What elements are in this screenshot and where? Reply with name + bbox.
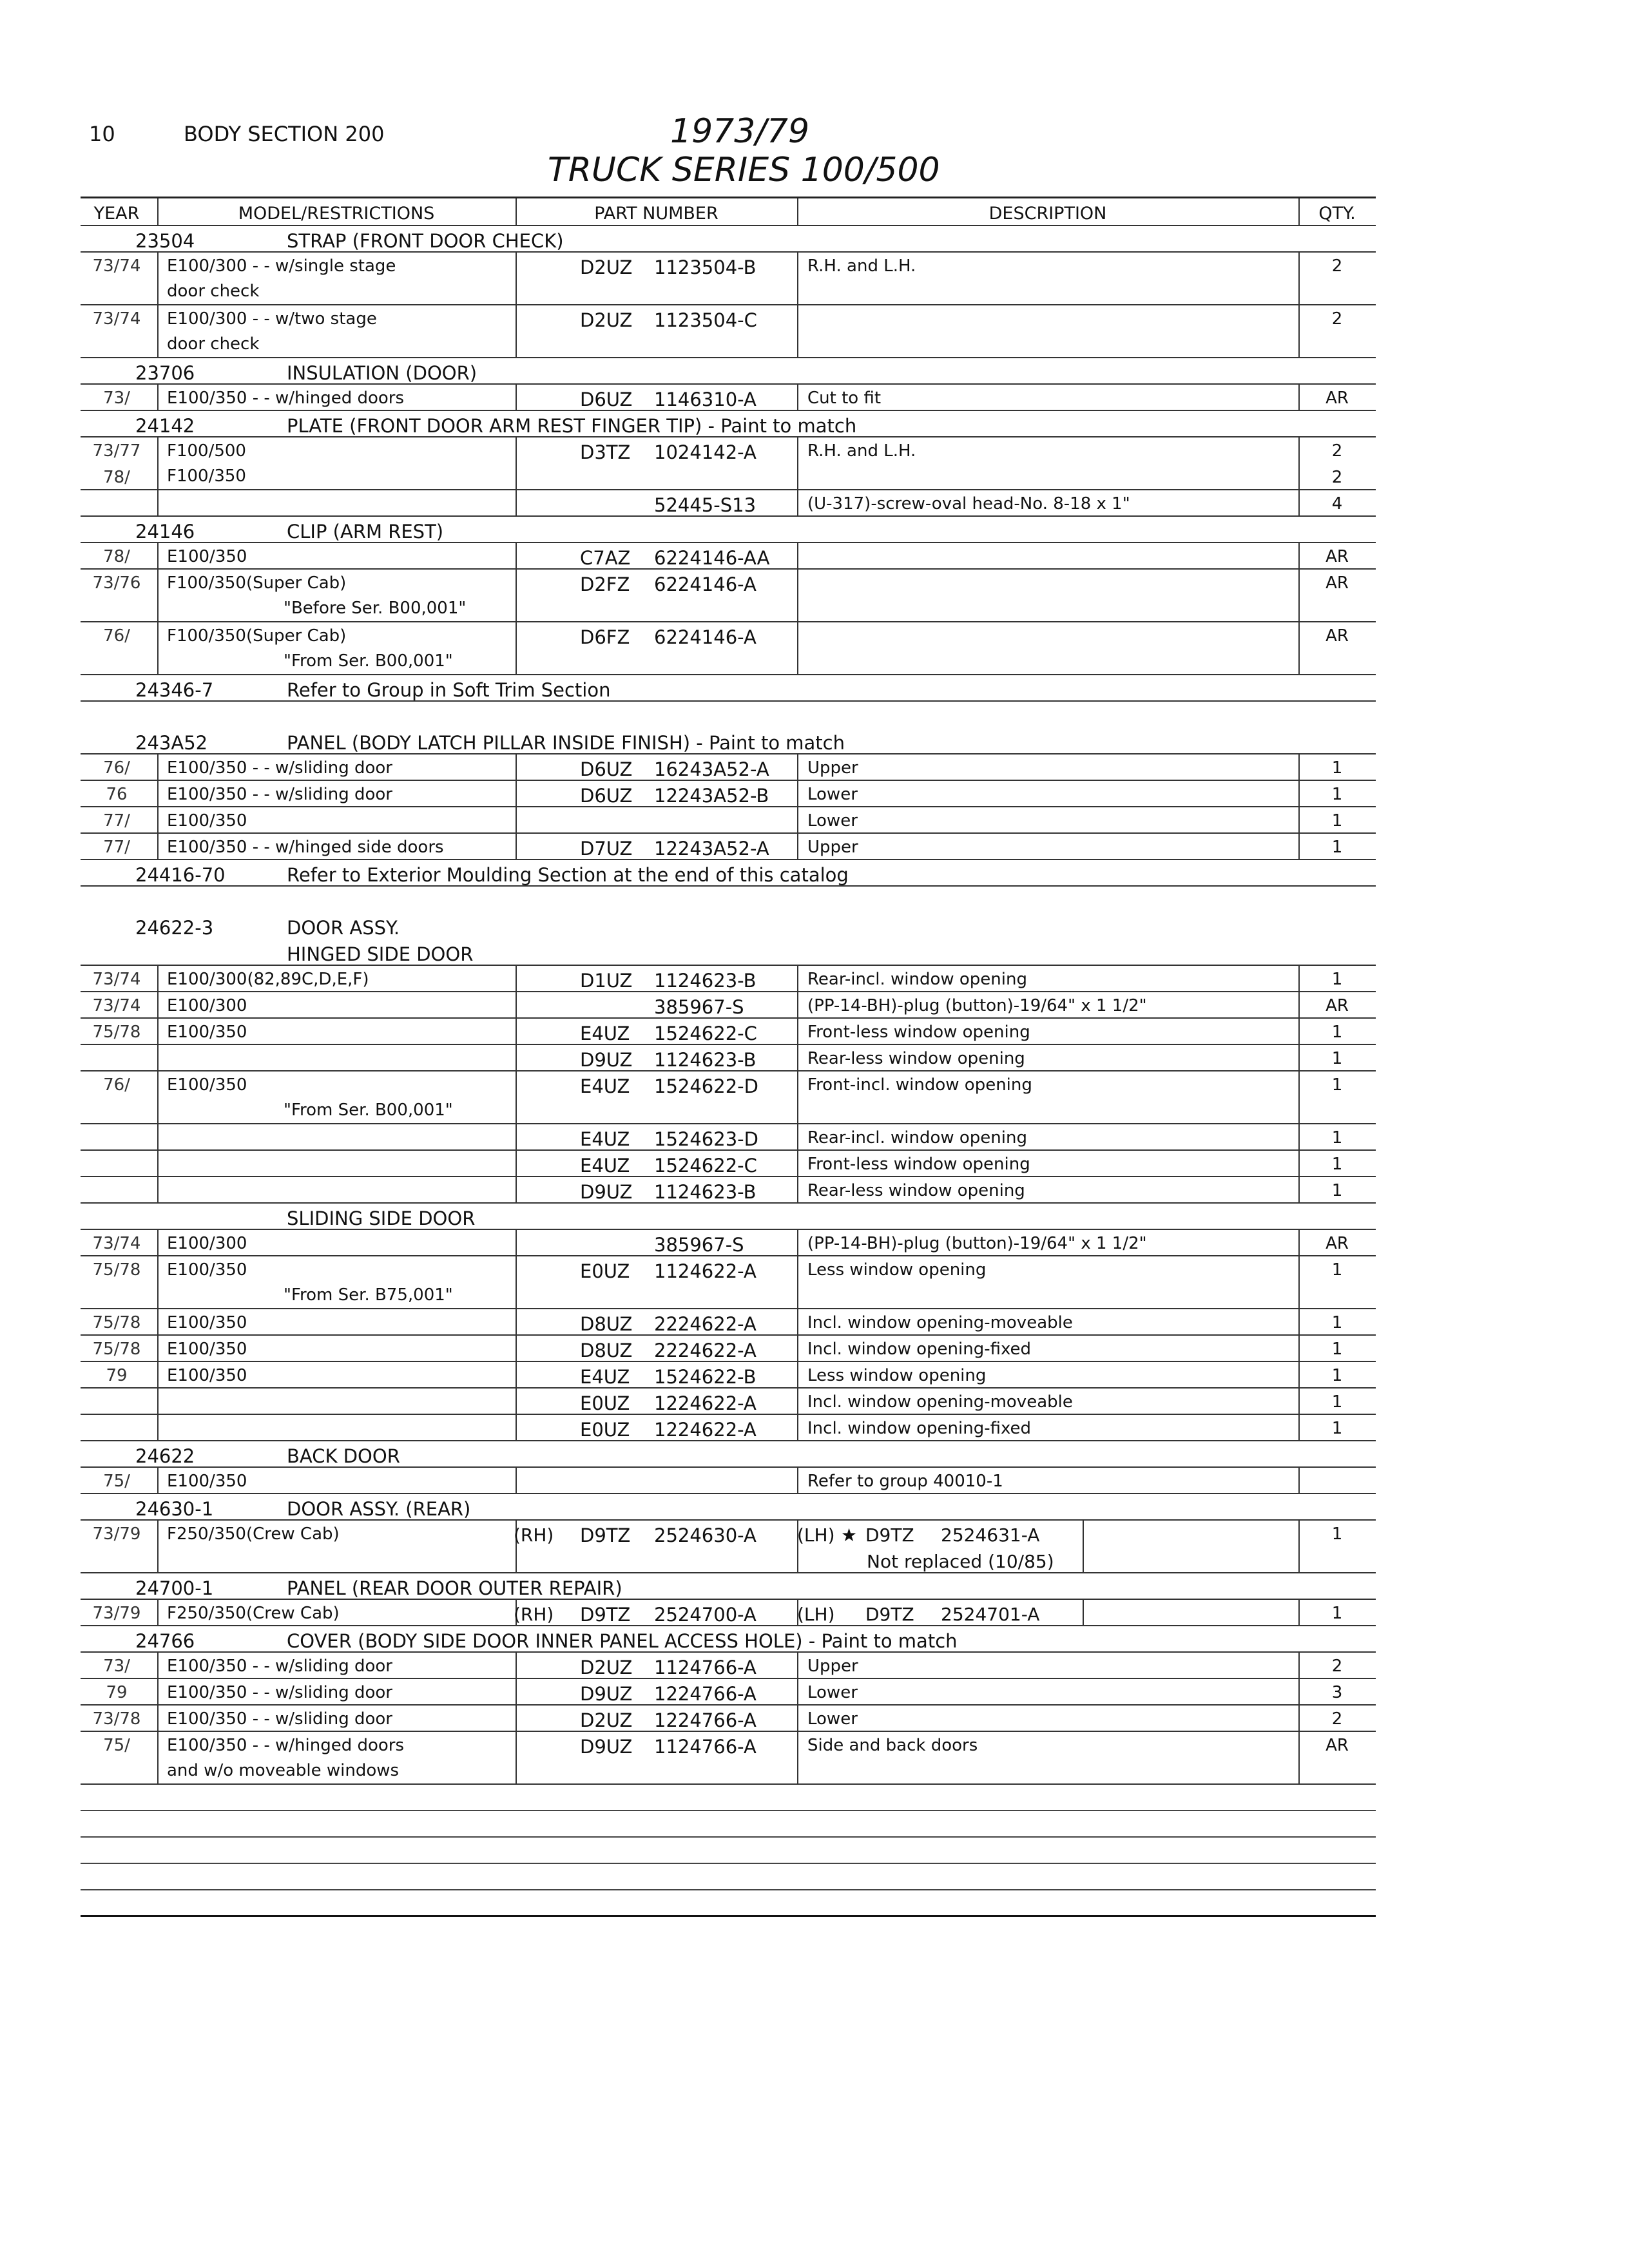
row-model: F100/500: [167, 441, 246, 461]
group-header: [81, 411, 1376, 437]
title-series: TRUCK SERIES 100/500: [548, 151, 940, 189]
row-model: E100/350 - - w/sliding door: [167, 785, 392, 804]
part-number: 6224146-A: [654, 573, 757, 595]
row-qty: 1: [1331, 811, 1343, 831]
part-prefix: D2FZ: [580, 573, 630, 595]
group-header: [81, 675, 1376, 702]
row-model: E100/350: [167, 1366, 247, 1385]
row-model: E100/300(82,89C,D,E,F): [167, 970, 369, 989]
row-description: Rear-less window opening: [807, 1049, 1025, 1068]
row-qty: 1: [1331, 1023, 1343, 1042]
row-description: (U-317)-screw-oval head-No. 8-18 x 1": [807, 494, 1130, 514]
row-serial-restriction: "Before Ser. B00,001": [284, 599, 467, 618]
row-qty: 1: [1331, 1524, 1343, 1544]
row-model-2: and w/o moveable windows: [167, 1761, 400, 1780]
part-prefix: D8UZ: [580, 1340, 633, 1361]
part-number: 1146310-A: [654, 389, 757, 410]
group-title: BACK DOOR: [287, 1445, 400, 1467]
group-code: 23706: [135, 362, 195, 384]
row-model: E100/300: [167, 1234, 247, 1253]
part-number: 1123504-B: [654, 256, 757, 278]
row-year: 73/74: [92, 309, 141, 329]
table-row: [81, 1151, 1376, 1177]
star-icon: ★: [841, 1524, 858, 1546]
row-description: Less window opening: [807, 1260, 987, 1280]
group-title: SLIDING SIDE DOOR: [287, 1207, 476, 1229]
part-prefix: D6UZ: [580, 785, 633, 807]
group-title: INSULATION (DOOR): [287, 362, 477, 384]
row-model: F250/350(Crew Cab): [167, 1524, 340, 1544]
row-description: (PP-14-BH)-plug (button)-19/64" x 1 1/2": [807, 996, 1147, 1015]
row-model: E100/300: [167, 996, 247, 1015]
group-header: [81, 1441, 1376, 1468]
part-prefix: D9TZ: [580, 1604, 631, 1626]
row-model: F100/350(Super Cab): [167, 626, 347, 646]
table-row: [81, 437, 1376, 490]
group-header: [81, 1626, 1376, 1653]
row-qty: 2: [1331, 1709, 1343, 1729]
row-qty: AR: [1325, 1736, 1349, 1755]
row-year: 76/: [103, 1075, 130, 1095]
part-number: 12243A52-B: [654, 785, 769, 807]
row-qty: 1: [1331, 1604, 1343, 1623]
part-prefix: E4UZ: [580, 1128, 630, 1150]
group-title: DOOR ASSY.: [287, 917, 400, 939]
part-prefix: E0UZ: [580, 1419, 630, 1441]
table-row: [81, 385, 1376, 411]
section-title: BODY SECTION 200: [184, 122, 385, 146]
col-model: MODEL/RESTRICTIONS: [238, 204, 435, 224]
row-qty: 1: [1331, 1419, 1343, 1438]
part-number: 1124766-A: [654, 1736, 757, 1758]
page-number: 10: [89, 122, 115, 146]
row-qty: 1: [1331, 1340, 1343, 1359]
row-year: 76: [106, 785, 128, 804]
row-model: E100/350: [167, 1260, 247, 1280]
row-year: 77/: [103, 811, 130, 831]
part-prefix: E4UZ: [580, 1155, 630, 1177]
group-code: 24346-7: [135, 679, 214, 701]
part-number: 6224146-AA: [654, 547, 770, 569]
group-header: [81, 1204, 1376, 1230]
lh-label: (LH): [797, 1604, 835, 1625]
part-prefix: D7UZ: [580, 838, 633, 860]
lh-part-prefix: D9TZ: [865, 1524, 914, 1546]
group-code: 23504: [135, 230, 195, 252]
row-description: R.H. and L.H.: [807, 256, 916, 276]
row-model: E100/350 - - w/hinged doors: [167, 389, 405, 408]
part-prefix: D9UZ: [580, 1181, 633, 1203]
table-row: [81, 1415, 1376, 1441]
table-row: [81, 1679, 1376, 1706]
part-number: 2524700-A: [654, 1604, 757, 1626]
col-qty: QTY.: [1318, 204, 1356, 224]
col-year: YEAR: [93, 204, 140, 224]
row-year: 73/76: [92, 573, 141, 593]
table-row: [81, 1706, 1376, 1732]
group-subtitle: HINGED SIDE DOOR: [287, 943, 474, 965]
table-row: [81, 1256, 1376, 1309]
row-description: Cut to fit: [807, 389, 882, 408]
table-row: [81, 253, 1376, 305]
part-number: 1524622-B: [654, 1366, 757, 1388]
row-qty-2: 2: [1331, 468, 1343, 487]
row-model: E100/350: [167, 1472, 247, 1491]
part-number: 1524623-D: [654, 1128, 758, 1150]
row-description: Incl. window opening-fixed: [807, 1340, 1032, 1359]
group-code: 24416-70: [135, 864, 226, 886]
part-number: 2224622-A: [654, 1340, 757, 1361]
row-model: E100/350: [167, 547, 247, 566]
group-header: [81, 1573, 1376, 1600]
row-model: E100/350 - - w/sliding door: [167, 1683, 392, 1702]
row-model: E100/350 - - w/sliding door: [167, 1657, 392, 1676]
row-qty: AR: [1325, 573, 1349, 593]
table-row: [81, 305, 1376, 358]
table-row: [81, 1230, 1376, 1256]
row-description: Less window opening: [807, 1366, 987, 1385]
row-model: E100/350 - - w/sliding door: [167, 1709, 392, 1729]
part-number: 1224622-A: [654, 1392, 757, 1414]
group-title: CLIP (ARM REST): [287, 521, 444, 543]
row-year: 75/: [103, 1472, 130, 1491]
part-prefix: C7AZ: [580, 547, 631, 569]
row-description: Rear-incl. window opening: [807, 1128, 1027, 1148]
row-qty: 1: [1331, 1366, 1343, 1385]
table-row: [81, 1309, 1376, 1336]
row-serial-restriction: "From Ser. B00,001": [284, 1100, 453, 1120]
group-code: 24622: [135, 1445, 195, 1467]
table-row: [81, 1468, 1376, 1494]
table-row: [81, 1045, 1376, 1072]
lh-part-number: 2524701-A: [941, 1604, 1040, 1625]
part-number: 16243A52-A: [654, 758, 769, 780]
rh-label: (RH): [514, 1524, 554, 1546]
row-model: E100/350: [167, 1313, 247, 1332]
row-model: E100/300 - - w/single stage: [167, 256, 396, 276]
row-year: 79: [106, 1683, 128, 1702]
row-qty: 1: [1331, 1313, 1343, 1332]
part-number: 1524622-C: [654, 1155, 757, 1177]
row-description: Lower: [807, 1683, 858, 1702]
parts-table: [81, 197, 1376, 1917]
row-qty: 1: [1331, 1260, 1343, 1280]
part-prefix: D2UZ: [580, 1709, 633, 1731]
table-row: [81, 966, 1376, 992]
row-model: E100/350 - - w/hinged side doors: [167, 838, 444, 857]
row-description: R.H. and L.H.: [807, 441, 916, 461]
group-code: 24630-1: [135, 1498, 214, 1520]
part-number: 385967-S: [654, 996, 744, 1018]
row-year: 75/78: [92, 1313, 141, 1332]
group-header: [81, 358, 1376, 385]
table-row: [81, 1600, 1376, 1626]
table-row: [81, 834, 1376, 860]
row-qty: 1: [1331, 1392, 1343, 1412]
row-qty: 2: [1331, 256, 1343, 276]
row-description: Side and back doors: [807, 1736, 978, 1755]
table-row: [81, 490, 1376, 517]
row-qty: 1: [1331, 1155, 1343, 1174]
row-qty: 2: [1331, 1657, 1343, 1676]
row-year: 73/74: [92, 970, 141, 989]
row-description: Incl. window opening-fixed: [807, 1419, 1032, 1438]
part-prefix: D3TZ: [580, 441, 631, 463]
table-row: [81, 807, 1376, 834]
group-header: [81, 226, 1376, 253]
lh-part-prefix: D9TZ: [865, 1604, 914, 1625]
group-title: PANEL (REAR DOOR OUTER REPAIR): [287, 1577, 622, 1599]
table-row: [81, 570, 1376, 622]
group-title: Refer to Exterior Moulding Section at the end of this catalog: [287, 864, 849, 886]
row-year: 73/79: [92, 1524, 141, 1544]
row-qty: 1: [1331, 758, 1343, 778]
row-model: E100/350: [167, 1340, 247, 1359]
row-model-2: door check: [167, 334, 260, 354]
row-qty: AR: [1325, 1234, 1349, 1253]
part-prefix: E4UZ: [580, 1366, 630, 1388]
part-number: 1124623-B: [654, 1181, 757, 1203]
row-description: Upper: [807, 1657, 858, 1676]
part-prefix: D6FZ: [580, 626, 630, 648]
row-qty: 1: [1331, 1075, 1343, 1095]
row-year: 75/: [103, 1736, 130, 1755]
table-row: [81, 1362, 1376, 1389]
row-year: 73/79: [92, 1604, 141, 1623]
group-title: PLATE (FRONT DOOR ARM REST FINGER TIP) - Paint to match: [287, 415, 857, 437]
row-description: Front-less window opening: [807, 1155, 1030, 1174]
part-prefix: D6UZ: [580, 758, 633, 780]
row-year: 75/78: [92, 1340, 141, 1359]
row-model-2: door check: [167, 282, 260, 301]
group-title: COVER (BODY SIDE DOOR INNER PANEL ACCESS HOLE) - Paint to match: [287, 1630, 958, 1652]
group-code: 24142: [135, 415, 195, 437]
row-qty: 2: [1331, 309, 1343, 329]
group-title: PANEL (BODY LATCH PILLAR INSIDE FINISH) - Paint to match: [287, 732, 845, 754]
row-qty: 1: [1331, 1128, 1343, 1148]
table-row: [81, 754, 1376, 781]
row-year: 78/: [103, 547, 130, 566]
row-model: E100/300 - - w/two stage: [167, 309, 377, 329]
part-number: 1224622-A: [654, 1419, 757, 1441]
blank-line: [81, 1838, 1376, 1864]
part-number: 12243A52-A: [654, 838, 769, 860]
row-qty: 2: [1331, 441, 1343, 461]
table-row: [81, 543, 1376, 570]
row-description: Lower: [807, 785, 858, 804]
note: Not replaced (10/85): [867, 1551, 1054, 1572]
table-row: [81, 622, 1376, 675]
column-header-row: [81, 197, 1376, 226]
group-title: DOOR ASSY. (REAR): [287, 1498, 471, 1520]
lh-part-number: 2524631-A: [941, 1524, 1040, 1546]
part-prefix: D1UZ: [580, 970, 633, 992]
group-header: [81, 517, 1376, 543]
part-number: 1224766-A: [654, 1709, 757, 1731]
part-prefix: E4UZ: [580, 1075, 630, 1097]
row-description: Incl. window opening-moveable: [807, 1392, 1073, 1412]
row-qty: 3: [1331, 1683, 1343, 1702]
part-prefix: D2UZ: [580, 256, 633, 278]
part-prefix: D9TZ: [580, 1524, 631, 1546]
row-description: Incl. window opening-moveable: [807, 1313, 1073, 1332]
row-qty: AR: [1325, 626, 1349, 646]
group-header: [81, 860, 1376, 887]
table-row: [81, 1019, 1376, 1045]
table-row: [81, 1124, 1376, 1151]
group-header: [81, 913, 1376, 939]
spacer-row: [81, 887, 1376, 913]
row-serial-restriction: "From Ser. B00,001": [284, 651, 453, 671]
blank-line: [81, 1890, 1376, 1917]
part-number: 1524622-C: [654, 1023, 757, 1044]
group-code: 24146: [135, 521, 195, 543]
table-row: [81, 1336, 1376, 1362]
row-model-2: F100/350: [167, 466, 246, 486]
row-description: Lower: [807, 1709, 858, 1729]
part-prefix: D9UZ: [580, 1049, 633, 1071]
row-serial-restriction: "From Ser. B75,001": [284, 1285, 453, 1305]
row-qty: 1: [1331, 1049, 1343, 1068]
table-row: [81, 1521, 1376, 1573]
group-header: [81, 728, 1376, 754]
group-title: STRAP (FRONT DOOR CHECK): [287, 230, 564, 252]
rh-label: (RH): [514, 1604, 554, 1625]
row-model: F250/350(Crew Cab): [167, 1604, 340, 1623]
row-model: E100/350: [167, 1075, 247, 1095]
part-number: 385967-S: [654, 1234, 744, 1256]
row-description: Refer to group 40010-1: [807, 1472, 1003, 1491]
row-description: Upper: [807, 838, 858, 857]
row-year: 73/: [103, 1657, 130, 1676]
row-qty: AR: [1325, 389, 1349, 408]
row-qty: 1: [1331, 1181, 1343, 1200]
table-row: [81, 1732, 1376, 1785]
col-description: DESCRIPTION: [988, 204, 1107, 224]
row-year: 73/77: [92, 441, 141, 461]
part-prefix: D2UZ: [580, 309, 633, 331]
col-part-number: PART NUMBER: [594, 204, 718, 224]
part-number: 52445-S13: [654, 494, 757, 516]
row-year: 75/78: [92, 1023, 141, 1042]
part-prefix: E0UZ: [580, 1260, 630, 1282]
part-number: 6224146-A: [654, 626, 757, 648]
blank-line: [81, 1811, 1376, 1838]
row-qty: 4: [1331, 494, 1343, 514]
group-code: 24700-1: [135, 1577, 214, 1599]
row-year: 73/74: [92, 996, 141, 1015]
table-row: [81, 1389, 1376, 1415]
row-description: Front-less window opening: [807, 1023, 1030, 1042]
part-prefix: D9UZ: [580, 1683, 633, 1705]
part-number: 1123504-C: [654, 309, 757, 331]
row-description: Rear-less window opening: [807, 1181, 1025, 1200]
row-year: 73/74: [92, 256, 141, 276]
part-number: 1224766-A: [654, 1683, 757, 1705]
group-title: Refer to Group in Soft Trim Section: [287, 679, 611, 701]
part-number: 1024142-A: [654, 441, 757, 463]
spacer-row: [81, 702, 1376, 728]
title-years: 1973/79: [670, 112, 810, 151]
row-model: E100/350 - - w/hinged doors: [167, 1736, 405, 1755]
lh-label: (LH): [797, 1524, 835, 1546]
row-qty: 1: [1331, 838, 1343, 857]
row-model: E100/350 - - w/sliding door: [167, 758, 392, 778]
row-model: E100/350: [167, 811, 247, 831]
row-model: E100/350: [167, 1023, 247, 1042]
group-header: [81, 1494, 1376, 1521]
blank-line: [81, 1785, 1376, 1811]
row-year: 77/: [103, 838, 130, 857]
table-row: [81, 1072, 1376, 1124]
row-qty: 1: [1331, 970, 1343, 989]
row-year: 79: [106, 1366, 128, 1385]
group-subtitle-row: [81, 939, 1376, 966]
part-prefix: D8UZ: [580, 1313, 633, 1335]
row-year: 76/: [103, 626, 130, 646]
row-year: 76/: [103, 758, 130, 778]
row-description: Front-incl. window opening: [807, 1075, 1032, 1095]
group-code: 24622-3: [135, 917, 214, 939]
table-row: [81, 992, 1376, 1019]
part-number: 1124622-A: [654, 1260, 757, 1282]
table-row: [81, 1653, 1376, 1679]
row-qty: AR: [1325, 547, 1349, 566]
row-qty: AR: [1325, 996, 1349, 1015]
part-prefix: D9UZ: [580, 1736, 633, 1758]
row-year-2: 78/: [103, 468, 130, 487]
row-model: F100/350(Super Cab): [167, 573, 347, 593]
row-year: 73/: [103, 389, 130, 408]
row-description: Lower: [807, 811, 858, 831]
part-number: 1124623-B: [654, 970, 757, 992]
part-number: 1524622-D: [654, 1075, 758, 1097]
blank-line: [81, 1864, 1376, 1890]
part-number: 1124766-A: [654, 1657, 757, 1678]
group-code: 24766: [135, 1630, 195, 1652]
part-prefix: E4UZ: [580, 1023, 630, 1044]
row-year: 73/78: [92, 1709, 141, 1729]
row-description: (PP-14-BH)-plug (button)-19/64" x 1 1/2": [807, 1234, 1147, 1253]
part-number: 2524630-A: [654, 1524, 757, 1546]
row-year: 75/78: [92, 1260, 141, 1280]
table-row: [81, 1177, 1376, 1204]
group-code: 243A52: [135, 732, 208, 754]
part-prefix: D2UZ: [580, 1657, 633, 1678]
row-description: Rear-incl. window opening: [807, 970, 1027, 989]
row-description: Upper: [807, 758, 858, 778]
part-number: 1124623-B: [654, 1049, 757, 1071]
part-prefix: D6UZ: [580, 389, 633, 410]
row-year: 73/74: [92, 1234, 141, 1253]
part-number: 2224622-A: [654, 1313, 757, 1335]
table-row: [81, 781, 1376, 807]
table-body: [81, 226, 1376, 1785]
part-prefix: E0UZ: [580, 1392, 630, 1414]
row-qty: 1: [1331, 785, 1343, 804]
